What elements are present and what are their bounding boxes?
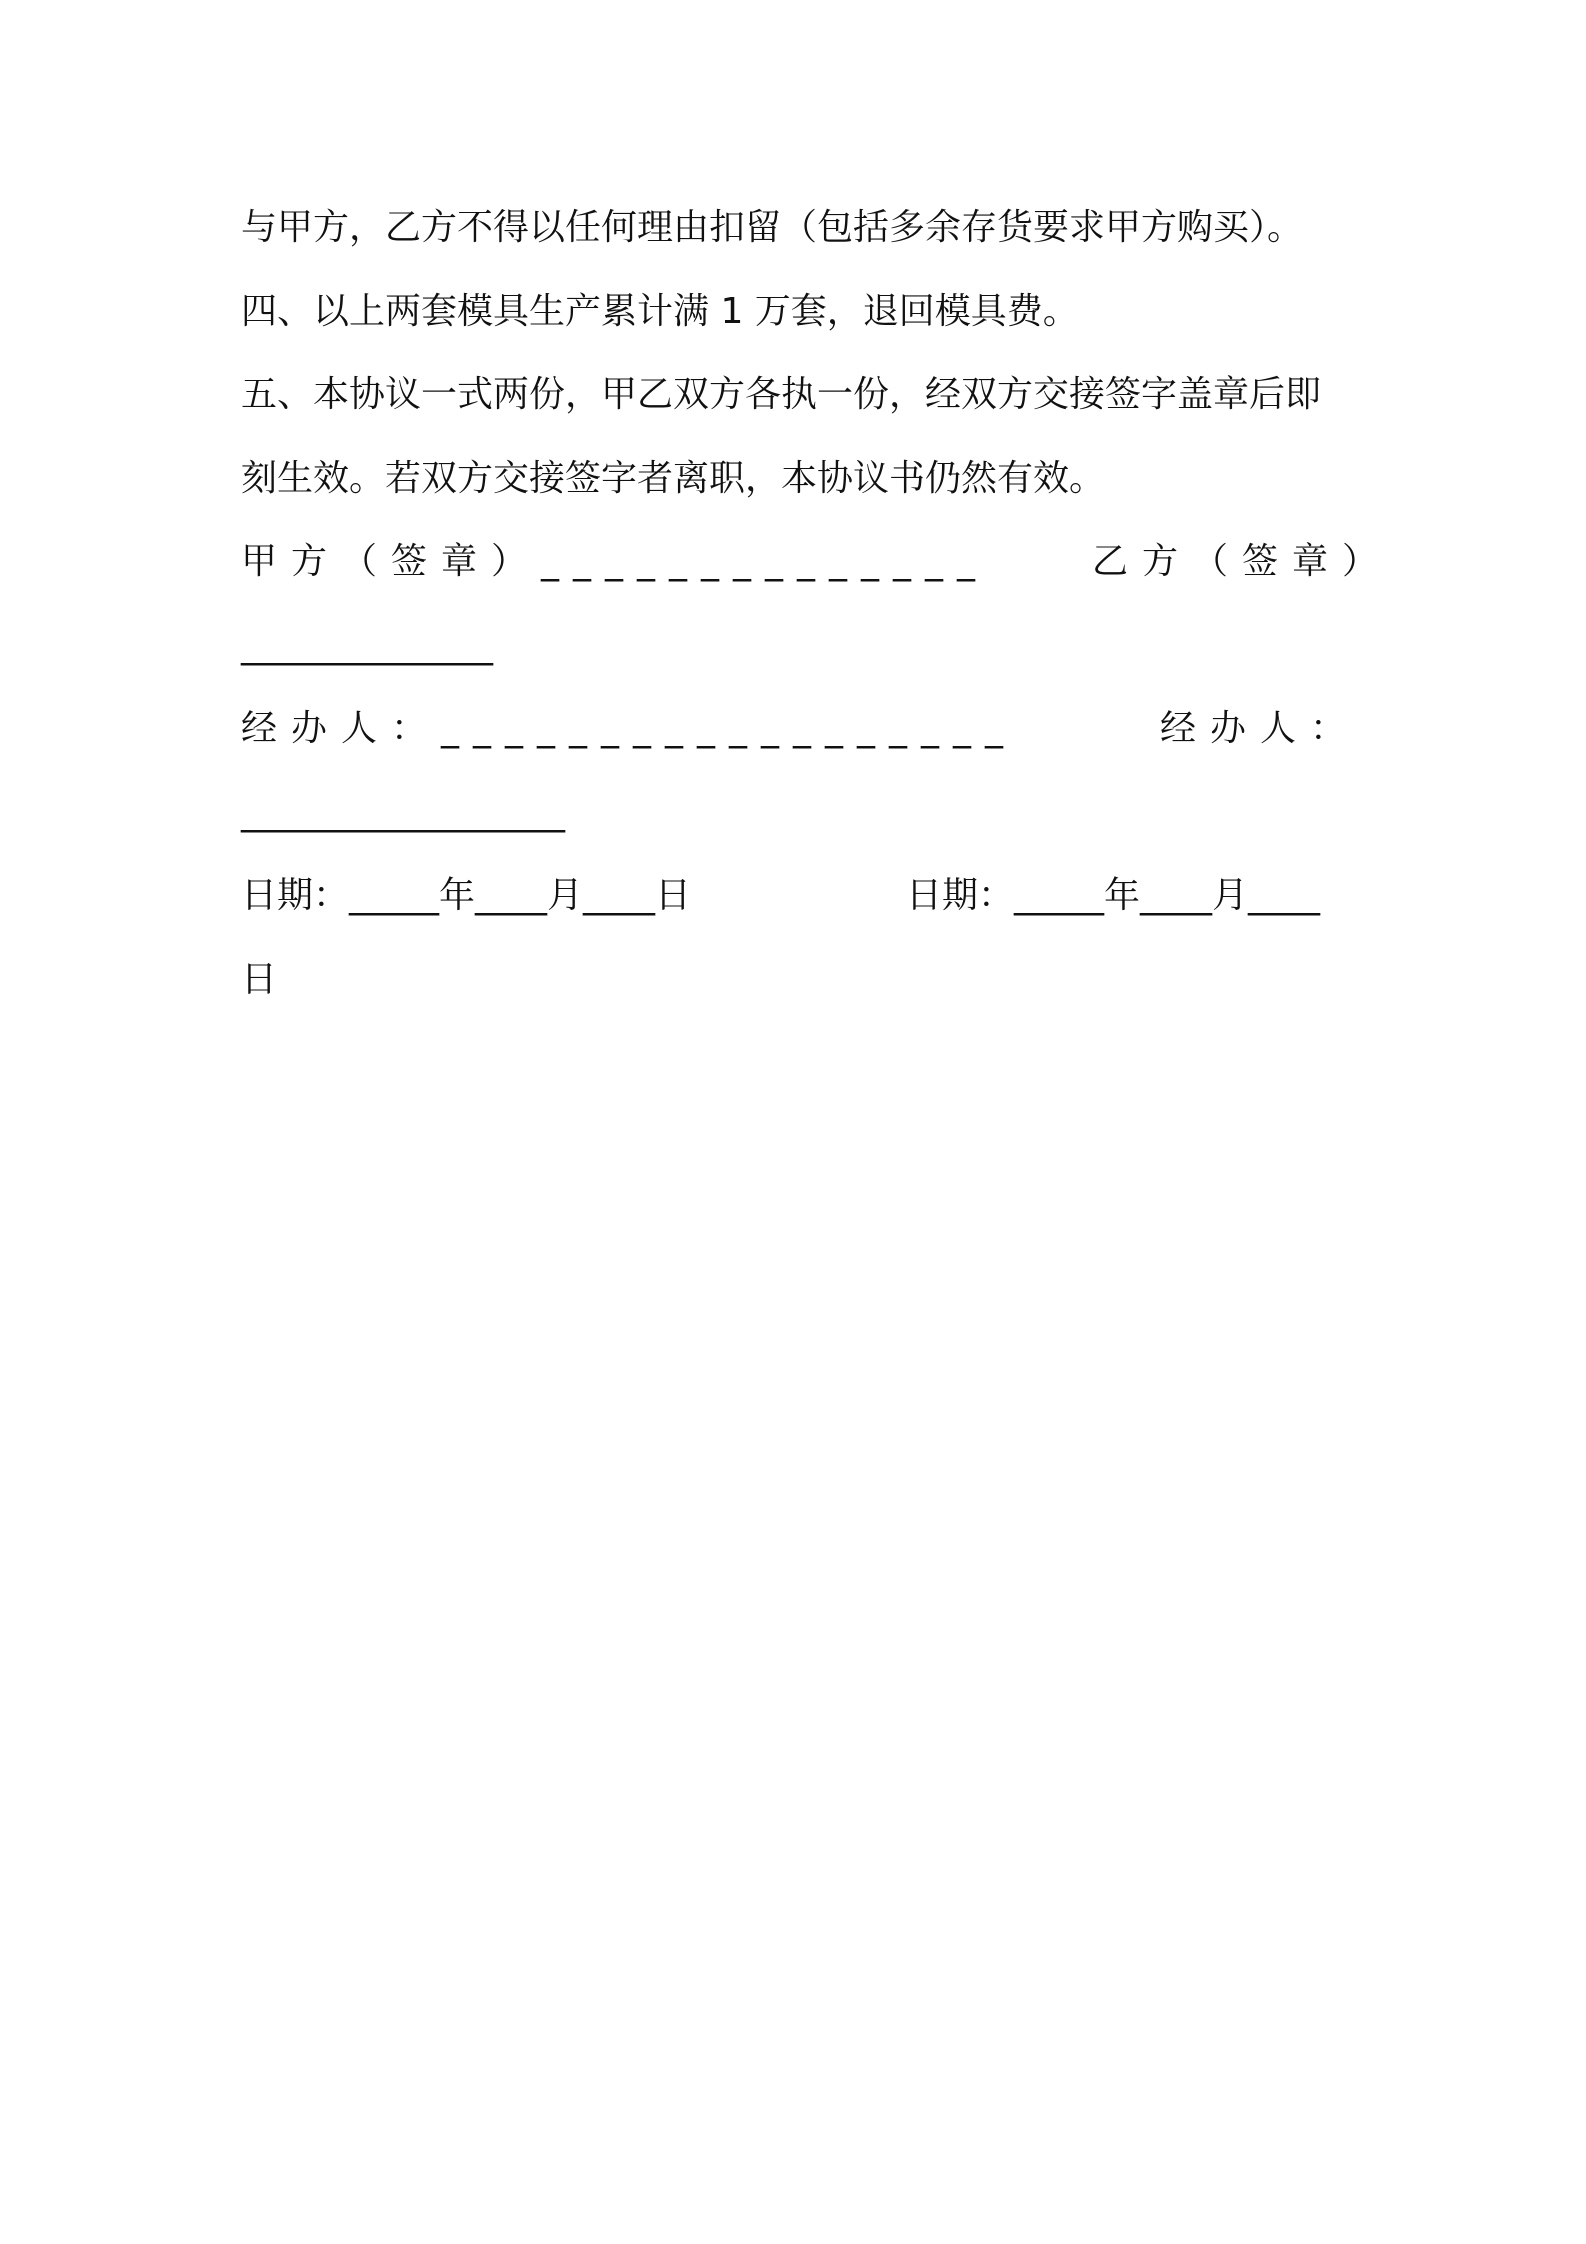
body-line-2: 四、以上两套模具生产累计满 1 万套，退回模具费。 [241,291,1079,332]
date-a: 日期：_____年____月____日 [241,875,692,916]
party-a-signature: 甲方（签章）______________ [241,541,990,582]
handler-a: 经办人：__________________ [241,708,1018,749]
party-b-signature: 乙方（签章） [1092,541,1393,582]
party-b-signature-line: ______________ [241,625,493,666]
body-line-1: 与甲方，乙方不得以任何理由扣留（包括多余存货要求甲方购买）。 [241,207,1304,248]
body-line-4: 刻生效。若双方交接签字者离职，本协议书仍然有效。 [241,458,1106,499]
date-b: 日期：_____年____月____ [906,875,1321,916]
handler-b: 经办人： [1160,708,1361,749]
body-line-3: 五、本协议一式两份，甲乙双方各执一份，经双方交接签字盖章后即 [241,374,1322,415]
handler-b-line: __________________ [241,792,565,833]
date-b-tail: 日 [241,959,278,1000]
